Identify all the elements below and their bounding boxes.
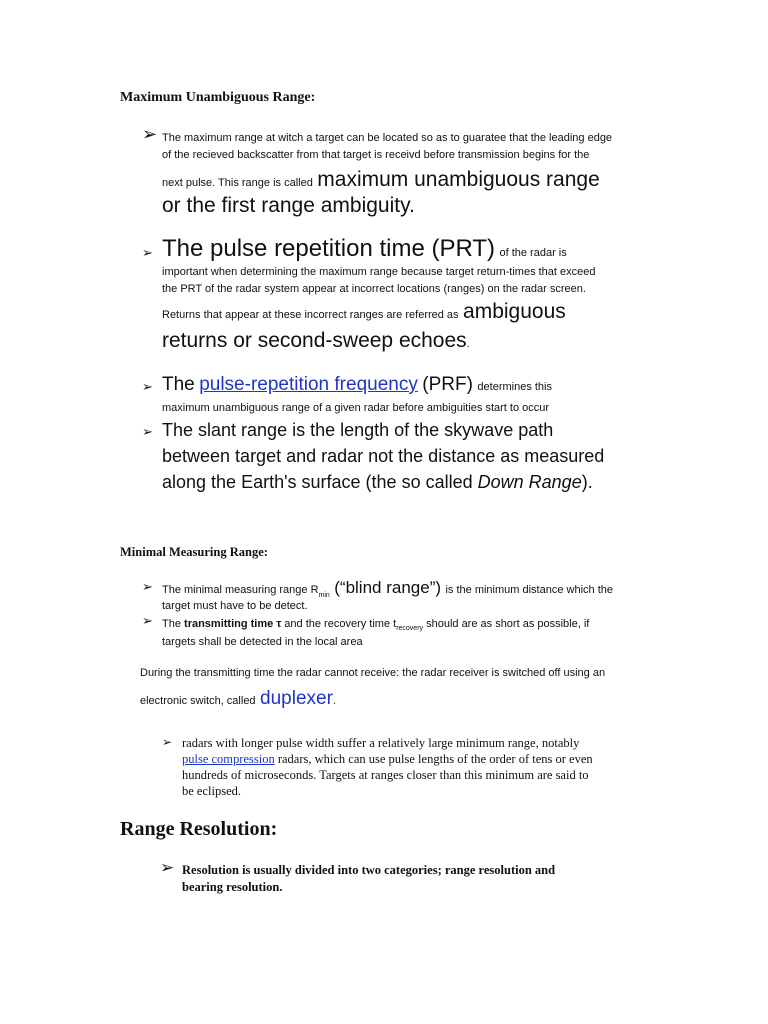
bullet-text-line: of the radar is <box>499 247 567 259</box>
emphasis-term: returns or second-sweep echoes <box>162 329 467 352</box>
punctuation: . <box>332 695 336 707</box>
bullet-text-line: The minimal measuring range R <box>162 584 319 596</box>
bullet-text-line: maximum unambiguous range of a given radar before ambiguities start to occur <box>162 402 550 414</box>
bullet-text-line: radars with longer pulse width suffer a relatively large minimum range, notably <box>182 736 580 750</box>
bullet-text-line: next pulse. This range is called <box>162 177 313 189</box>
bullet-text-line: be eclipsed. <box>182 784 242 798</box>
duplexer-link[interactable]: duplexer <box>260 688 333 709</box>
bullet-text-line: determines this <box>477 381 552 393</box>
bullet-text-line: target must have to be detect. <box>162 600 308 612</box>
bullet-text-line: Resolution is usually divided into two categories; range resolution and <box>182 863 556 877</box>
abbreviation: (PRF) <box>422 374 473 395</box>
emphasis-term: ambiguous <box>463 300 566 323</box>
bullet-text-line: radars, which can use pulse lengths of the order of tens or even <box>277 752 593 766</box>
emphasis-term: (“blind range”) <box>334 578 442 597</box>
bullet-lead: The <box>162 374 195 395</box>
bullet-text-line: The slant range is the length of the skywave path <box>162 420 554 440</box>
section-heading-max-unambiguous-range: Maximum Unambiguous Range: <box>120 90 316 105</box>
pulse-compression-link[interactable]: pulse compression <box>182 752 275 766</box>
arrow-bullet-icon: ➢ <box>142 614 153 629</box>
section-heading-minimal-measuring-range: Minimal Measuring Range: <box>120 545 268 559</box>
bullet-text-line: important when determining the maximum range because target return-times that exceed <box>162 266 596 278</box>
paragraph-line: electronic switch, called <box>140 695 256 707</box>
emphasis-term: The pulse repetition time (PRT) <box>162 235 496 262</box>
arrow-bullet-icon: ➢ <box>160 858 175 878</box>
bullet-text-line: hundreds of microseconds. Targets at ranges closer than this minimum are said to <box>182 768 589 782</box>
bullet-text-line: of the recieved backscatter from that target is receivd before transmission begins for the <box>162 149 590 161</box>
bullet-text-line: between target and radar not the distance as measured <box>162 446 605 466</box>
subscript: min <box>318 592 330 600</box>
bullet-text-line: is the minimum distance which the <box>445 584 613 596</box>
bullet-text-line: and the recovery time t <box>284 618 397 630</box>
bullet-text-line: The maximum range at witch a target can be located so as to guaratee that the leading edge <box>162 132 613 144</box>
down-range-term: Down Range <box>477 472 582 492</box>
bullet-text-line: targets shall be detected in the local area <box>162 636 363 648</box>
bullet-text-line: should are as short as possible, if <box>426 618 590 630</box>
bullet-text-line: the PRT of the radar system appear at incorrect locations (ranges) on the radar screen. <box>162 283 586 295</box>
transmitting-time-term: transmitting time τ <box>184 618 282 630</box>
arrow-bullet-icon: ➢ <box>162 735 173 749</box>
section-heading-range-resolution: Range Resolution: <box>120 818 278 840</box>
paragraph-line: During the transmitting time the radar cannot receive: the radar receiver is switched off using an <box>140 667 606 679</box>
emphasis-term: maximum unambiguous range <box>317 168 600 191</box>
bullet-lead: The <box>162 618 181 630</box>
arrow-bullet-icon: ➢ <box>142 124 158 145</box>
prf-link[interactable]: pulse-repetition frequency <box>199 374 418 395</box>
subscript: recovery <box>396 625 424 633</box>
punctuation: ). <box>581 472 593 492</box>
bullet-text-line: bearing resolution. <box>182 880 283 894</box>
emphasis-term: or the first range ambiguity. <box>162 194 415 217</box>
arrow-bullet-icon: ➢ <box>142 380 153 395</box>
punctuation: . <box>466 338 470 350</box>
arrow-bullet-icon: ➢ <box>142 425 153 440</box>
arrow-bullet-icon: ➢ <box>142 580 153 595</box>
arrow-bullet-icon: ➢ <box>142 246 153 261</box>
bullet-text-line: along the Earth's surface (the so called <box>162 472 473 492</box>
bullet-text-line: Returns that appear at these incorrect ranges are referred as <box>162 309 459 321</box>
